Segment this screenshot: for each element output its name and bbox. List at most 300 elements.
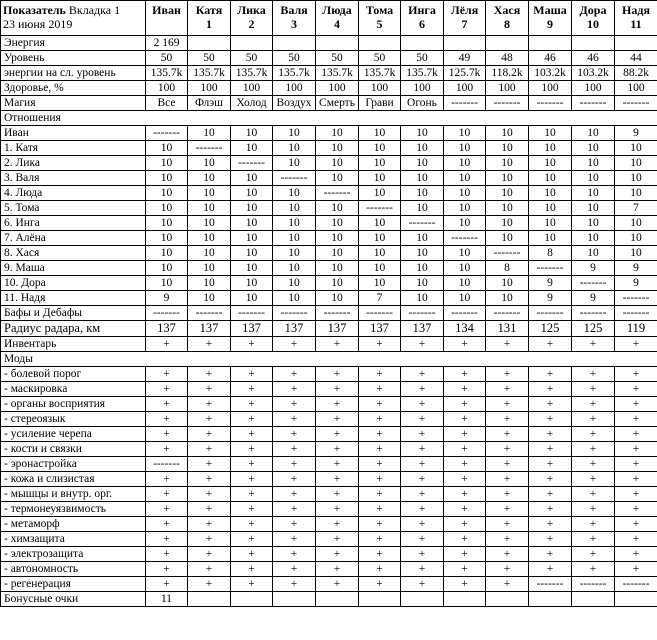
row-label: 11. Надя [1, 291, 146, 306]
section-label: Моды [1, 352, 657, 367]
column-number: 9 [547, 17, 553, 31]
table-cell: ------- [615, 577, 657, 592]
table-cell: 100 [615, 81, 657, 96]
table-cell: Воздух [273, 96, 316, 111]
table-cell: 10 [401, 156, 444, 171]
table-cell: + [273, 502, 316, 517]
table-cell: 10 [615, 186, 657, 201]
table-cell: ------- [231, 306, 273, 321]
table-cell: ------- [486, 246, 529, 261]
table-cell: 10 [188, 156, 231, 171]
table-row [1, 547, 657, 562]
table-cell: 10 [444, 156, 486, 171]
row-label: - усиление черепа [1, 427, 146, 442]
row-label: энергии на сл. уровень [1, 66, 146, 81]
table-cell: + [444, 532, 486, 547]
table-cell: 10 [273, 246, 316, 261]
table-cell: + [444, 442, 486, 457]
table-cell: 10 [231, 246, 273, 261]
table-cell: Флэш [188, 96, 231, 111]
table-cell: 10 [486, 291, 529, 306]
table-cell: ------- [615, 291, 657, 306]
sheet-date: 23 июня 2019 [3, 17, 73, 31]
table-cell: + [359, 502, 401, 517]
table-cell: 10 [188, 171, 231, 186]
table-cell: 10 [359, 186, 401, 201]
column-name: Валя [280, 3, 308, 17]
table-cell: + [444, 577, 486, 592]
table-cell: + [529, 397, 572, 412]
table-cell: + [316, 562, 359, 577]
table-cell: + [401, 547, 444, 562]
table-cell: ------- [401, 216, 444, 231]
table-cell: 137 [316, 321, 359, 337]
column-header [146, 1, 188, 36]
table-cell: ------- [615, 96, 657, 111]
table-cell: 10 [188, 186, 231, 201]
table-cell: 10 [359, 261, 401, 276]
table-cell: + [188, 487, 231, 502]
row-label: - химзащита [1, 532, 146, 547]
column-name: Иван [152, 3, 181, 17]
table-cell: 135.7k [316, 66, 359, 81]
table-cell: + [529, 487, 572, 502]
table-cell: 50 [146, 51, 188, 66]
table-cell: 10 [231, 216, 273, 231]
table-cell: ------- [529, 306, 572, 321]
row-label: Бафы и Дебафы [1, 306, 146, 321]
table-cell: 10 [359, 126, 401, 141]
table-cell: + [316, 547, 359, 562]
table-cell: ------- [401, 306, 444, 321]
table-cell: 10 [231, 201, 273, 216]
table-cell: + [444, 487, 486, 502]
table-cell: 10 [444, 201, 486, 216]
table-cell: + [146, 532, 188, 547]
table-cell: + [529, 412, 572, 427]
table-cell: 48 [486, 51, 529, 66]
table-cell: ------- [572, 306, 615, 321]
column-number: 2 [248, 17, 255, 31]
table-cell: + [231, 367, 273, 382]
table-cell: 10 [401, 261, 444, 276]
table-cell: 10 [231, 231, 273, 246]
sheet-title: Показатель [3, 3, 66, 17]
table-cell: 10 [188, 126, 231, 141]
table-cell: 100 [486, 81, 529, 96]
table-cell: 10 [273, 291, 316, 306]
table-cell [401, 36, 444, 51]
table-cell: + [188, 517, 231, 532]
table-cell: + [529, 532, 572, 547]
table-cell [572, 592, 615, 607]
table-cell: + [231, 562, 273, 577]
table-cell: ------- [529, 577, 572, 592]
table-cell [444, 592, 486, 607]
table-cell: 135.7k [401, 66, 444, 81]
table-cell: 10 [359, 276, 401, 291]
table-row [1, 216, 657, 231]
table-row [1, 562, 657, 577]
table-cell: 10 [401, 231, 444, 246]
table-cell: + [572, 367, 615, 382]
table-cell: + [359, 472, 401, 487]
table-cell: + [572, 547, 615, 562]
table-row [1, 156, 657, 171]
table-cell: 100 [231, 81, 273, 96]
table-cell: 50 [359, 51, 401, 66]
table-cell: + [273, 397, 316, 412]
table-cell: 49 [444, 51, 486, 66]
table-row [1, 186, 657, 201]
table-row [1, 201, 657, 216]
table-cell: 9 [529, 291, 572, 306]
table-cell: + [615, 517, 657, 532]
table-cell: 9 [615, 276, 657, 291]
table-cell: + [273, 517, 316, 532]
table-cell: + [572, 427, 615, 442]
table-cell: 10 [188, 246, 231, 261]
table-cell: + [188, 337, 231, 352]
table-cell: + [146, 442, 188, 457]
column-number: 6 [419, 17, 425, 31]
table-cell: + [359, 382, 401, 397]
table-cell: 10 [444, 246, 486, 261]
table-cell: 10 [359, 156, 401, 171]
column-name: Лёля [450, 3, 479, 17]
table-cell: + [231, 337, 273, 352]
table-cell: + [401, 502, 444, 517]
table-cell: + [444, 397, 486, 412]
table-cell: + [231, 577, 273, 592]
row-label: - кожа и слизистая [1, 472, 146, 487]
table-row [1, 141, 657, 156]
table-cell: + [615, 382, 657, 397]
table-cell: 10 [486, 276, 529, 291]
table-cell: ------- [444, 306, 486, 321]
table-cell: + [273, 382, 316, 397]
table-cell: ------- [316, 306, 359, 321]
table-cell: + [188, 577, 231, 592]
column-header [231, 1, 273, 36]
table-cell: + [444, 412, 486, 427]
table-cell: + [486, 547, 529, 562]
table-cell: 134 [444, 321, 486, 337]
table-cell: + [316, 472, 359, 487]
table-cell: ------- [529, 96, 572, 111]
table-cell: + [529, 337, 572, 352]
table-cell: 10 [529, 216, 572, 231]
table-cell: 10 [273, 186, 316, 201]
column-header [273, 1, 316, 36]
table-cell: + [146, 412, 188, 427]
column-number: 7 [461, 17, 468, 31]
table-cell: + [444, 502, 486, 517]
table-cell: 100 [273, 81, 316, 96]
column-name: Инга [408, 3, 436, 17]
table-cell: + [615, 457, 657, 472]
table-cell: + [444, 382, 486, 397]
table-cell: 8 [486, 261, 529, 276]
row-label: 3. Валя [1, 171, 146, 186]
row-label: 8. Хася [1, 246, 146, 261]
table-cell: + [316, 442, 359, 457]
table-cell: 135.7k [231, 66, 273, 81]
table-cell: + [231, 442, 273, 457]
column-name: Хася [493, 3, 521, 17]
column-name: Маша [533, 3, 567, 17]
table-cell: + [615, 337, 657, 352]
table-cell: + [572, 412, 615, 427]
table-cell: 10 [444, 216, 486, 231]
table-cell: 100 [146, 81, 188, 96]
table-cell: ------- [572, 96, 615, 111]
table-cell: + [273, 427, 316, 442]
table-cell: 10 [572, 141, 615, 156]
table-cell: + [359, 367, 401, 382]
table-cell: + [316, 367, 359, 382]
table-row [1, 36, 657, 51]
table-cell: 119 [615, 321, 657, 337]
table-cell: + [188, 502, 231, 517]
table-cell: + [615, 412, 657, 427]
table-cell: 50 [273, 51, 316, 66]
row-label: Бонусные очки [1, 592, 146, 607]
table-cell: ------- [188, 141, 231, 156]
table-cell: + [572, 337, 615, 352]
table-cell: 10 [486, 171, 529, 186]
header-row [1, 1, 657, 36]
table-cell: + [401, 487, 444, 502]
table-row [1, 261, 657, 276]
row-label: - стереоязык [1, 412, 146, 427]
table-cell: 10 [316, 261, 359, 276]
column-number: 10 [587, 17, 599, 31]
table-cell: + [273, 547, 316, 562]
table-cell: 50 [316, 51, 359, 66]
table-cell: 10 [359, 246, 401, 261]
table-cell: 10 [188, 201, 231, 216]
table-cell: + [359, 562, 401, 577]
table-cell: ------- [273, 171, 316, 186]
table-cell: + [486, 397, 529, 412]
table-cell: Грави [359, 96, 401, 111]
table-cell: 125 [572, 321, 615, 337]
table-cell: 50 [188, 51, 231, 66]
table-cell: + [401, 382, 444, 397]
table-cell: + [572, 517, 615, 532]
table-cell: 10 [401, 246, 444, 261]
table-cell: 10 [486, 186, 529, 201]
table-cell: 137 [401, 321, 444, 337]
table-cell: + [486, 382, 529, 397]
table-cell: 135.7k [188, 66, 231, 81]
table-cell: 125.7k [444, 66, 486, 81]
table-cell: 46 [529, 51, 572, 66]
column-header [188, 1, 231, 36]
table-cell: 10 [529, 141, 572, 156]
table-cell: + [444, 367, 486, 382]
table-cell [188, 592, 231, 607]
table-cell: + [231, 457, 273, 472]
table-cell: + [615, 472, 657, 487]
table-cell: 10 [231, 291, 273, 306]
table-cell: 10 [316, 231, 359, 246]
header-corner-cell [1, 1, 146, 36]
table-cell: 100 [359, 81, 401, 96]
table-cell: + [359, 517, 401, 532]
row-label: - кости и связки [1, 442, 146, 457]
table-cell: + [401, 562, 444, 577]
table-cell: + [146, 487, 188, 502]
table-cell: 135.7k [359, 66, 401, 81]
table-cell: + [359, 337, 401, 352]
table-cell: 10 [146, 171, 188, 186]
table-cell: 10 [359, 141, 401, 156]
row-label: 9. Маша [1, 261, 146, 276]
row-label: Инвентарь [1, 337, 146, 352]
table-cell: 10 [146, 246, 188, 261]
table-cell: 10 [231, 171, 273, 186]
table-cell: 10 [572, 201, 615, 216]
table-cell: + [146, 397, 188, 412]
table-cell: 10 [486, 126, 529, 141]
table-row [1, 427, 657, 442]
table-cell [231, 592, 273, 607]
table-cell: 10 [529, 171, 572, 186]
table-cell: 100 [444, 81, 486, 96]
table-row [1, 592, 657, 607]
table-cell: + [572, 382, 615, 397]
table-cell: 10 [615, 156, 657, 171]
table-cell: + [572, 532, 615, 547]
column-name: Дора [579, 3, 607, 17]
table-cell: 10 [401, 291, 444, 306]
table-cell: 50 [231, 51, 273, 66]
table-cell: 137 [188, 321, 231, 337]
table-cell: + [188, 457, 231, 472]
table-cell: + [231, 397, 273, 412]
table-cell: 8 [529, 246, 572, 261]
row-label: 10. Дора [1, 276, 146, 291]
table-cell: 10 [316, 126, 359, 141]
table-cell: ------- [486, 306, 529, 321]
table-row [1, 532, 657, 547]
table-cell: + [359, 442, 401, 457]
table-row [1, 577, 657, 592]
column-name: Тома [365, 3, 394, 17]
table-cell: + [444, 562, 486, 577]
table-cell: + [316, 412, 359, 427]
sheet-body [1, 36, 657, 607]
table-cell: + [529, 367, 572, 382]
table-cell: + [316, 382, 359, 397]
table-cell: 10 [444, 276, 486, 291]
table-cell: 10 [188, 261, 231, 276]
table-cell: + [316, 532, 359, 547]
table-cell: + [359, 577, 401, 592]
table-cell: 10 [401, 186, 444, 201]
table-cell: 137 [273, 321, 316, 337]
table-cell: 10 [401, 276, 444, 291]
table-cell: + [615, 547, 657, 562]
table-row [1, 397, 657, 412]
table-cell: ------- [188, 306, 231, 321]
table-cell [231, 36, 273, 51]
table-cell: + [529, 547, 572, 562]
table-cell: 10 [615, 216, 657, 231]
row-label: - электрозащита [1, 547, 146, 562]
table-cell [615, 36, 657, 51]
table-cell: 10 [615, 171, 657, 186]
table-cell: 10 [146, 201, 188, 216]
table-cell: 10 [615, 246, 657, 261]
table-cell: Огонь [401, 96, 444, 111]
table-cell: + [316, 502, 359, 517]
row-label: - регенерация [1, 577, 146, 592]
table-cell: ------- [529, 261, 572, 276]
table-cell: 100 [572, 81, 615, 96]
table-cell: + [273, 337, 316, 352]
table-cell: + [188, 472, 231, 487]
table-row [1, 66, 657, 81]
table-cell: 10 [273, 156, 316, 171]
table-cell: + [316, 337, 359, 352]
table-cell: 10 [572, 171, 615, 186]
table-cell: ------- [273, 306, 316, 321]
row-label: - термонеуязвимость [1, 502, 146, 517]
table-cell: 9 [615, 261, 657, 276]
table-cell: 137 [146, 321, 188, 337]
row-label: - органы восприятия [1, 397, 146, 412]
row-label: Магия [1, 96, 146, 111]
table-row [1, 231, 657, 246]
table-cell: + [486, 487, 529, 502]
table-cell: + [444, 337, 486, 352]
row-label: - автономность [1, 562, 146, 577]
table-cell: + [316, 397, 359, 412]
table-cell: Холод [231, 96, 273, 111]
table-cell: 10 [273, 261, 316, 276]
section-row [1, 111, 657, 126]
table-cell [273, 592, 316, 607]
table-cell: + [231, 532, 273, 547]
table-cell: 10 [188, 231, 231, 246]
table-cell: 10 [273, 201, 316, 216]
table-cell: 10 [529, 231, 572, 246]
table-cell: 10 [529, 126, 572, 141]
table-cell: 131 [486, 321, 529, 337]
table-row [1, 51, 657, 66]
table-cell: + [273, 532, 316, 547]
table-cell: ------- [444, 231, 486, 246]
table-cell: 10 [401, 171, 444, 186]
table-cell: + [615, 562, 657, 577]
table-cell: 10 [401, 201, 444, 216]
table-cell: + [146, 517, 188, 532]
table-cell: + [273, 442, 316, 457]
section-row [1, 352, 657, 367]
table-cell: + [316, 577, 359, 592]
table-cell: 10 [316, 201, 359, 216]
table-cell: + [146, 367, 188, 382]
table-cell: ------- [146, 457, 188, 472]
table-cell: + [188, 532, 231, 547]
table-cell: 103.2k [529, 66, 572, 81]
table-cell: 7 [615, 201, 657, 216]
table-cell: 10 [231, 261, 273, 276]
table-cell: + [572, 502, 615, 517]
